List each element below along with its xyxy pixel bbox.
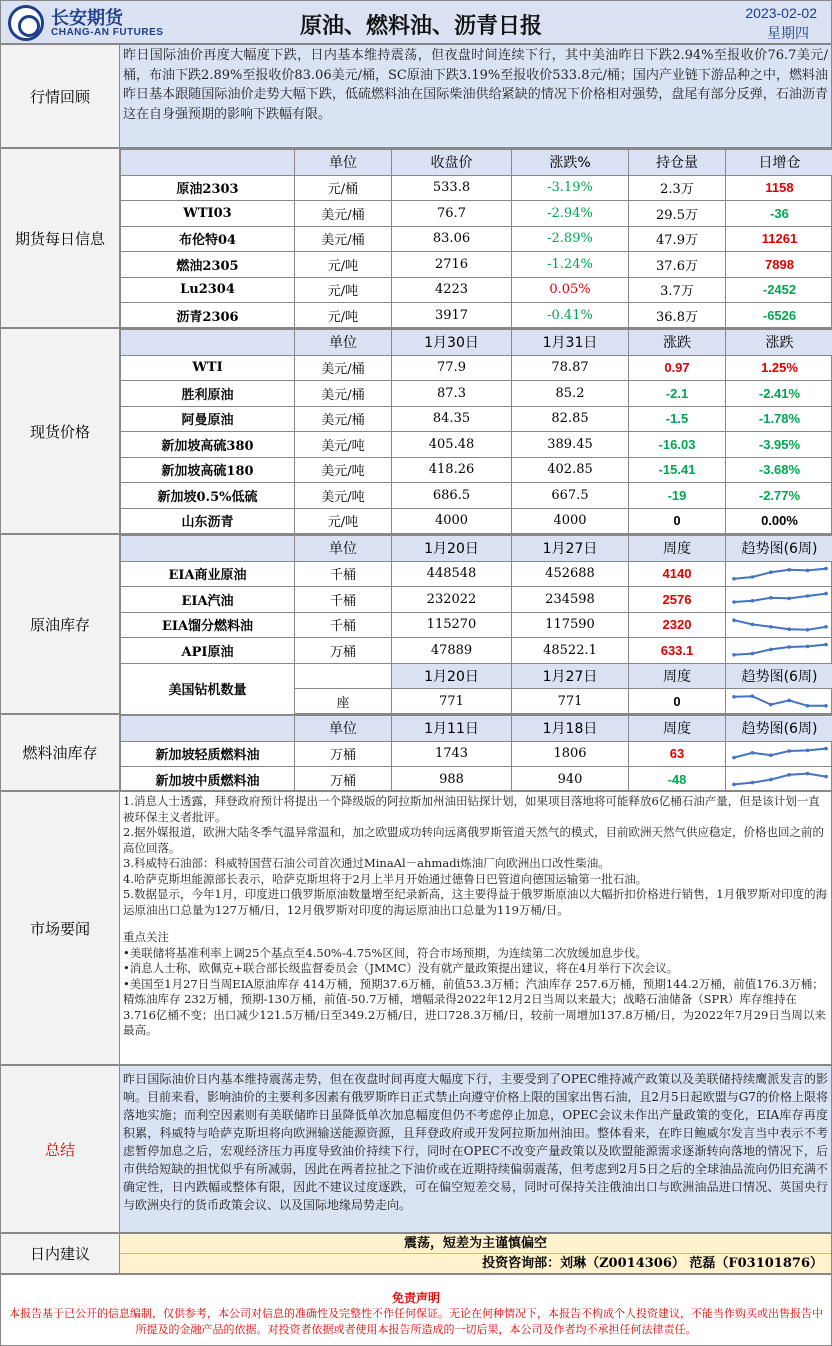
price-change: 0.97 [629, 355, 726, 381]
trend-point [750, 599, 754, 603]
futures-section [0, 148, 832, 328]
unit-cell: 美元/桶 [295, 226, 392, 252]
trend-point [787, 627, 791, 631]
trend-cell [726, 612, 832, 638]
trend-point [769, 703, 773, 707]
column-header: 1月27日 [512, 663, 629, 689]
price-day2: 4000 [512, 508, 629, 534]
column-header: 趋势图(6周) [726, 716, 832, 742]
futures-table [120, 149, 832, 329]
consultant-text: 投资咨询部：刘琳（Z0014306） 范磊（F03101876） [120, 1254, 831, 1273]
trend-cell [726, 741, 832, 767]
contract-name: 布伦特04 [121, 226, 295, 252]
close-price: 3917 [392, 303, 512, 329]
trend-point [787, 568, 791, 572]
trend-point [805, 645, 809, 649]
price-day2: 402.85 [512, 457, 629, 483]
product-name: 山东沥青 [121, 508, 295, 534]
section-label: 期货每日信息 [1, 149, 120, 327]
column-header: 涨跌 [629, 330, 726, 356]
close-price: 76.7 [392, 201, 512, 227]
trend-cell [726, 767, 832, 793]
trend-point [732, 695, 736, 699]
table-row [121, 201, 832, 227]
column-header: 涨跌 [726, 330, 832, 356]
trend-point [769, 570, 773, 574]
table-header-row [121, 716, 832, 742]
column-header: 1月30日 [392, 330, 512, 356]
inventory-name: EIA汽油 [121, 587, 295, 613]
unit-cell: 万桶 [295, 638, 392, 664]
rig-day2: 771 [512, 689, 629, 715]
logo-name-en: CHANG-AN FUTURES [51, 27, 164, 38]
rig-header-row [121, 663, 832, 689]
price-change: -19 [629, 483, 726, 509]
product-name: 胜利原油 [121, 381, 295, 407]
blank-cell [295, 663, 392, 689]
price-change: -15.41 [629, 457, 726, 483]
column-header [121, 536, 295, 562]
trend-point [824, 704, 828, 708]
table-row [121, 587, 832, 613]
column-header [121, 330, 295, 356]
inventory-day2: 452688 [512, 561, 629, 587]
close-price: 533.8 [392, 175, 512, 201]
price-change-percent: -2.77% [726, 483, 832, 509]
trend-point [824, 625, 828, 629]
disclaimer-section [0, 1274, 832, 1346]
table-row [121, 277, 832, 303]
inventory-day2: 1806 [512, 741, 629, 767]
inventory-day1: 1743 [392, 741, 512, 767]
price-day1: 84.35 [392, 406, 512, 432]
table-row [121, 483, 832, 509]
change-percent: -1.24% [512, 252, 629, 278]
close-price: 4223 [392, 277, 512, 303]
trend-line [734, 594, 826, 602]
column-header: 持仓量 [629, 150, 726, 176]
table-row [121, 638, 832, 664]
column-header: 周度 [629, 663, 726, 689]
weekly-change: 633.1 [629, 638, 726, 664]
column-header: 日增仓 [726, 150, 832, 176]
market-news-section [0, 791, 832, 1065]
trend-sparkline [730, 641, 830, 659]
unit-cell: 千桶 [295, 561, 392, 587]
trend-point [824, 567, 828, 571]
table-header-row [121, 536, 832, 562]
daily-oi-change: 11261 [726, 226, 832, 252]
rig-day1: 771 [392, 689, 512, 715]
column-header: 单位 [295, 536, 392, 562]
price-change-percent: -2.41% [726, 381, 832, 407]
column-header: 单位 [295, 150, 392, 176]
unit-cell: 万桶 [295, 767, 392, 793]
open-interest: 37.6万 [629, 252, 726, 278]
price-day1: 77.9 [392, 355, 512, 381]
trend-sparkline [730, 616, 830, 634]
table-row [121, 406, 832, 432]
inventory-name: 新加坡中质燃料油 [121, 767, 295, 793]
unit-cell: 元/吨 [295, 252, 392, 278]
price-day2: 82.85 [512, 406, 629, 432]
change-percent: -0.41% [512, 303, 629, 329]
news-item: 2.据外媒报道，欧洲大陆冬季气温异常温和，加之欧盟成功转向远离俄罗斯管道天然气的模式，目前欧洲天然气供应稳定，价格也回之前的高位回落。 [123, 825, 824, 855]
trend-line [734, 645, 826, 655]
table-row [121, 226, 832, 252]
table-row [121, 612, 832, 638]
open-interest: 47.9万 [629, 226, 726, 252]
weekly-change: 0 [629, 689, 726, 715]
summary-section [0, 1065, 832, 1233]
trend-point [732, 783, 736, 787]
trend-sparkline [730, 770, 830, 788]
trend-point [805, 748, 809, 752]
trend-sparkline [730, 745, 830, 763]
trend-line [734, 748, 826, 757]
change-percent: 0.05% [512, 277, 629, 303]
unit-cell: 美元/吨 [295, 432, 392, 458]
daily-oi-change: -6526 [726, 303, 832, 329]
open-interest: 29.5万 [629, 201, 726, 227]
open-interest: 36.8万 [629, 303, 726, 329]
unit-cell: 元/吨 [295, 277, 392, 303]
price-day1: 405.48 [392, 432, 512, 458]
unit-cell: 千桶 [295, 612, 392, 638]
trend-point [769, 596, 773, 600]
daily-oi-change: 7898 [726, 252, 832, 278]
trend-point [787, 645, 791, 649]
price-change-percent: -1.78% [726, 406, 832, 432]
column-header: 趋势图(6周) [726, 663, 832, 689]
focus-item: •美国至1月27日当周EIA原油库存 414万桶，预期37.6万桶，前值53.3万桶；汽油库存 257.6万桶，预期144.2万桶，前值176.3万桶；精炼油库存 232万桶，预期-130万桶，前值-50.7万桶，增幅录得2022年12月2日当周以来最大；战略石油储备（SPR）库存维持在3.716亿桶不变；出口减少121.5万桶/日至349.2万桶/日，进口728.3万桶/日，较前一周增加137.8万桶/日，为2022年7月29日当周以来最高。 [123, 976, 826, 1037]
trend-point [805, 628, 809, 632]
trend-point [732, 653, 736, 657]
price-day1: 87.3 [392, 381, 512, 407]
table-row [121, 432, 832, 458]
report-title: 原油、燃料油、沥青日报 [299, 14, 542, 39]
close-price: 83.06 [392, 226, 512, 252]
price-change: -16.03 [629, 432, 726, 458]
trend-point [787, 699, 791, 703]
table-row [121, 355, 832, 381]
focus-title: 重点关注 [123, 930, 169, 944]
inventory-name: EIA商业原油 [121, 561, 295, 587]
trend-cell [726, 561, 832, 587]
trend-point [769, 753, 773, 757]
weekly-change: 4140 [629, 561, 726, 587]
column-header: 1月18日 [512, 716, 629, 742]
trend-line [734, 568, 826, 578]
report-header [0, 0, 832, 44]
trend-point [750, 575, 754, 579]
daily-oi-change: -2452 [726, 277, 832, 303]
trend-sparkline [730, 565, 830, 583]
close-price: 2716 [392, 252, 512, 278]
column-header: 1月20日 [392, 536, 512, 562]
unit-cell: 元/吨 [295, 303, 392, 329]
trend-point [824, 747, 828, 751]
trend-point [732, 756, 736, 760]
unit-cell: 元/吨 [295, 508, 392, 534]
table-row [121, 508, 832, 534]
column-header [121, 150, 295, 176]
price-change-percent: 1.25% [726, 355, 832, 381]
spot-price-section [0, 328, 832, 534]
price-day1: 686.5 [392, 483, 512, 509]
table-row [121, 252, 832, 278]
table-row [121, 741, 832, 767]
unit-cell: 座 [295, 689, 392, 715]
section-label: 市场要闻 [1, 792, 120, 1064]
unit-cell: 美元/吨 [295, 483, 392, 509]
product-name: 阿曼原油 [121, 406, 295, 432]
inventory-day1: 115270 [392, 612, 512, 638]
trend-cell [726, 638, 832, 664]
inventory-name: 新加坡轻质燃料油 [121, 741, 295, 767]
trend-point [824, 592, 828, 596]
disclaimer-text: 本报告基于已公开的信息编制，仅供参考，本公司对信息的准确性及完整性不作任何保证。无论在何种情况下，本报告不构成个人投资建议，不能当作购买或出售报告中所提及的金融产品的依据。对投资者依据或者使用本报告所造成的一切后果，本公司及作者均不承担任何法律责任。 [9, 1307, 823, 1336]
trend-sparkline [730, 590, 830, 608]
price-change-percent: 0.00% [726, 508, 832, 534]
trend-point [787, 773, 791, 777]
table-row [121, 381, 832, 407]
table-row [121, 561, 832, 587]
trend-point [805, 568, 809, 572]
trend-point [750, 652, 754, 656]
fuel-inventory-table [120, 715, 832, 793]
weekly-change: -48 [629, 767, 726, 793]
section-label: 现货价格 [1, 329, 120, 533]
trend-point [805, 594, 809, 598]
product-name: 新加坡高硫380 [121, 432, 295, 458]
report-date: 2023-02-02 [745, 5, 817, 21]
column-header: 收盘价 [392, 150, 512, 176]
trend-point [787, 597, 791, 601]
unit-cell: 美元/桶 [295, 355, 392, 381]
column-header [121, 716, 295, 742]
inventory-name: API原油 [121, 638, 295, 664]
logo-name-cn: 长安期货 [51, 8, 123, 29]
trend-point [750, 781, 754, 785]
company-logo-icon [8, 5, 44, 41]
column-header: 1月20日 [392, 663, 512, 689]
price-change-percent: -3.95% [726, 432, 832, 458]
inventory-day2: 234598 [512, 587, 629, 613]
inventory-day1: 232022 [392, 587, 512, 613]
product-name: 新加坡高硫180 [121, 457, 295, 483]
trend-line [734, 774, 826, 785]
product-name: WTI [121, 355, 295, 381]
unit-cell: 美元/吨 [295, 457, 392, 483]
change-percent: -2.94% [512, 201, 629, 227]
change-percent: -3.19% [512, 175, 629, 201]
trend-point [824, 643, 828, 647]
price-day2: 85.2 [512, 381, 629, 407]
trend-point [732, 618, 736, 622]
inventory-day1: 448548 [392, 561, 512, 587]
trend-point [824, 775, 828, 779]
trend-point [769, 778, 773, 782]
summary-text: 昨日国际油价日内基本维持震荡走势，但在夜盘时间再度大幅度下行，主要受到了OPEC维持减产政策以及美联储持续鹰派发言的影响。目前来看，影响油价的主要利多因素有俄罗斯昨日正式禁止向遵守价格上限的国家出售石油，且2月5日起欧盟与G7的价格上限将落地实施；而利空因素则有美联储昨日虽降低单次加息幅度但仍不考虑停止加息，OPEC会议未作出产量政策的变化，EIA库存再度积累，科威特与哈萨克斯坦将向欧洲输送能源资源，且拜登政府或开发阿拉斯加州油田。整体看来，在昨日鲍威尔发言当中表示不考虑暂停加息之后，宏观经济压力再度导致油价持续下行，同时在OPEC不改变产量政策以及欧盟能源需求逐渐转向落地的情况下，后市供给短缺的担忧似乎有所减弱，因此在两者拉扯之下油价或在近期持续偏弱震荡，但考虑到2月5日之后的全球油品流向仍旧充满不确定性，日内跌幅或整体有限，因此不建议过度逐跌，可在偏空短差交易，同时可保持关注俄油出口与欧洲油品进口情况、英国央行与欧洲央行的货币政策会议、以及国际地缘局势走向。 [120, 1066, 831, 1232]
unit-cell: 元/桶 [295, 175, 392, 201]
advice-text: 震荡，短差为主谨慎偏空 [120, 1234, 831, 1254]
column-header: 涨跌% [512, 150, 629, 176]
trend-point [732, 600, 736, 604]
inventory-day2: 940 [512, 767, 629, 793]
price-day1: 4000 [392, 508, 512, 534]
column-header: 单位 [295, 330, 392, 356]
news-item: 3.科威特石油部：科威特国营石油公司首次通过MinaAl－ahmadi炼油厂向欧洲出口改性柴油。 [123, 856, 610, 870]
unit-cell: 美元/桶 [295, 201, 392, 227]
market-review-section [0, 44, 832, 148]
table-header-row [121, 330, 832, 356]
section-label: 燃料油库存 [1, 715, 120, 790]
contract-name: Lu2304 [121, 277, 295, 303]
open-interest: 3.7万 [629, 277, 726, 303]
price-change: -2.1 [629, 381, 726, 407]
column-header: 趋势图(6周) [726, 536, 832, 562]
focus-item: •美联储将基准利率上调25个基点至4.50%-4.75%区间，符合市场预期，为连续第二次放缓加息步伐。 [123, 945, 647, 960]
section-label: 原油库存 [1, 535, 120, 713]
price-day2: 389.45 [512, 432, 629, 458]
column-header: 1月27日 [512, 536, 629, 562]
trend-point [805, 772, 809, 776]
disclaimer-title: 免责声明 [391, 1291, 440, 1305]
news-item: 1.消息人士透露，拜登政府预计将提出一个降级版的阿拉斯加州油田钻探计划，如果项目落地将可能释放6亿桶石油产量，但是该计划一直被环保主义者批评。 [123, 794, 820, 824]
market-review-text: 昨日国际油价再度大幅度下跌，日内基本维持震荡，但夜盘时间连续下行，其中美油昨日下跌2.94%至报收价76.7美元/桶，布油下跌2.89%至报收价83.06美元/桶，SC原油下跌3.19%至报收价533.8元/桶；国内产业链下游品种之中，燃料油昨日基本跟随国际油价走势大幅下跌，低硫燃料油在国际柴油供给紧缺的情况下价格相对强势，盘尾有部分反弹，石油沥青这在自身强预期的影响下跌幅有限。 [120, 45, 831, 147]
trend-point [732, 577, 736, 581]
column-header: 1月11日 [392, 716, 512, 742]
column-header: 1月31日 [512, 330, 629, 356]
intraday-advice-section [0, 1233, 832, 1274]
unit-cell: 万桶 [295, 741, 392, 767]
trend-point [805, 704, 809, 708]
inventory-day2: 117590 [512, 612, 629, 638]
trend-point [750, 751, 754, 755]
weekly-change: 63 [629, 741, 726, 767]
rig-count-name: 美国钻机数量 [121, 663, 295, 714]
price-day2: 78.87 [512, 355, 629, 381]
inventory-day1: 47889 [392, 638, 512, 664]
report-weekday: 星期四 [767, 26, 809, 42]
daily-oi-change: -36 [726, 201, 832, 227]
trend-point [787, 749, 791, 753]
section-label: 行情回顾 [1, 45, 120, 147]
table-header-row [121, 150, 832, 176]
trend-point [769, 625, 773, 629]
section-label: 日内建议 [1, 1234, 120, 1273]
table-row [121, 175, 832, 201]
focus-item: •消息人士称，欧佩克+联合部长级监督委员会（JMMC）没有就产量政策提出建议，将在4月举行下次会议。 [123, 961, 679, 975]
trend-cell [726, 587, 832, 613]
fuel-inventory-section [0, 714, 832, 791]
trend-sparkline [730, 692, 830, 710]
weekly-change: 2320 [629, 612, 726, 638]
table-row [121, 767, 832, 793]
open-interest: 2.3万 [629, 175, 726, 201]
table-row [121, 303, 832, 329]
inventory-name: EIA馏分燃料油 [121, 612, 295, 638]
unit-cell: 千桶 [295, 587, 392, 613]
crude-inventory-section [0, 534, 832, 714]
column-header: 单位 [295, 716, 392, 742]
contract-name: 燃油2305 [121, 252, 295, 278]
unit-cell: 美元/桶 [295, 381, 392, 407]
contract-name: 沥青2306 [121, 303, 295, 329]
news-item: 5.数据显示，今年1月，印度进口俄罗斯原油数量增至纪录新高，这主要得益于俄罗斯原油以大幅折扣价格进行销售，1月俄罗斯对印度的海运原油出口总量为127万桶/日，12月俄罗斯对印度的海运原油出口总量为119万桶/日。 [123, 887, 828, 917]
table-row [121, 457, 832, 483]
trend-point [750, 622, 754, 626]
price-change-percent: -3.68% [726, 457, 832, 483]
market-news-list [120, 792, 831, 1041]
daily-oi-change: 1158 [726, 175, 832, 201]
change-percent: -2.89% [512, 226, 629, 252]
weekly-change: 2576 [629, 587, 726, 613]
contract-name: 原油2303 [121, 175, 295, 201]
unit-cell: 美元/桶 [295, 406, 392, 432]
trend-cell [726, 689, 832, 715]
price-change: 0 [629, 508, 726, 534]
trend-point [769, 648, 773, 652]
contract-name: WTI03 [121, 201, 295, 227]
column-header: 周度 [629, 536, 726, 562]
news-item: 4.哈萨克斯坦能源部长表示，哈萨克斯坦将于2月上半月开始通过德鲁日巴管道向德国运输第一批石油。 [123, 871, 648, 886]
inventory-day1: 988 [392, 767, 512, 793]
spot-table [120, 329, 832, 534]
crude-inventory-table [120, 535, 832, 715]
column-header: 周度 [629, 716, 726, 742]
price-change: -1.5 [629, 406, 726, 432]
trend-line [734, 696, 826, 706]
section-label: 总结 [1, 1066, 120, 1232]
price-day2: 667.5 [512, 483, 629, 509]
price-day1: 418.26 [392, 457, 512, 483]
trend-line [734, 620, 826, 630]
trend-point [750, 695, 754, 699]
inventory-day2: 48522.1 [512, 638, 629, 664]
product-name: 新加坡0.5%低硫 [121, 483, 295, 509]
